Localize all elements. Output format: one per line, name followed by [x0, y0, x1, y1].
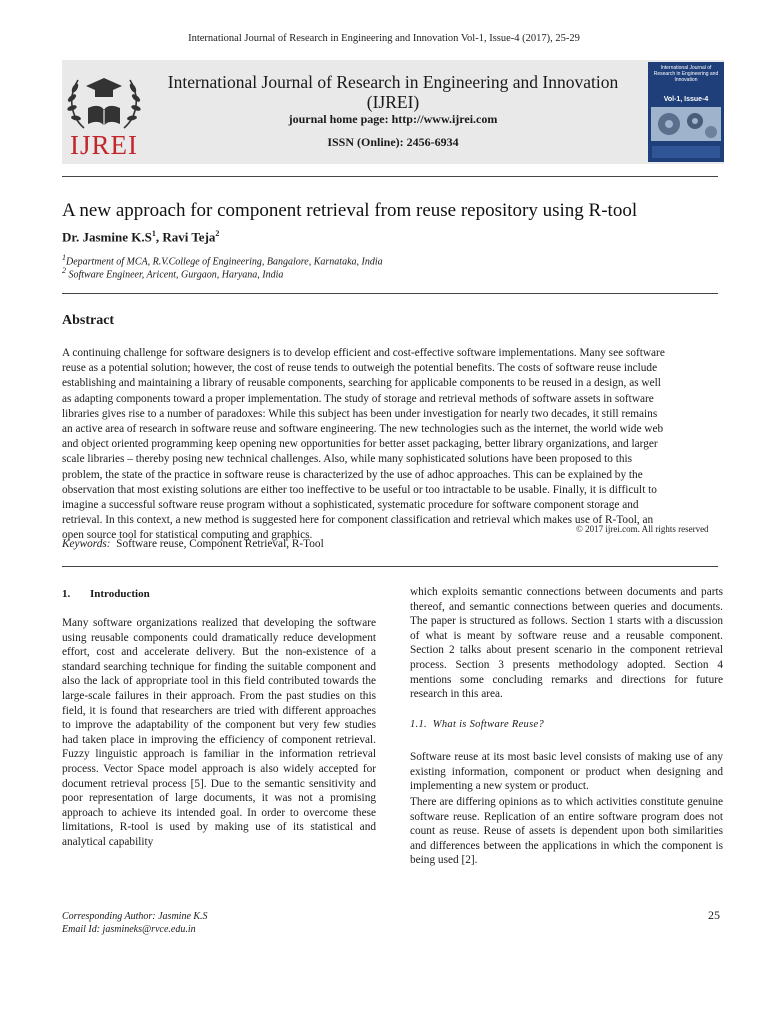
- intro-paragraph: Many software organizations realized that developing the software using reusable components could dramatically reduce development effort, cost and accelerate delivery. But the non-existence of a standard searching technique for finding the suitable component and also the lack of appropriate tool in this field contributed towards the large-scale failures in their approach. From the past studies on this field, it is found that researchers are tried with different approaches to improve the adaptability of the component but very few studies had taken place in improving the efficiency of component retrieval. Fuzzy linguistic approach is familiar in the information retrieval process. Vector Space model approach is also widely accepted for document retrieval process [5]. Due to the semantic sensitivity and poor representation of large documents, it was not a promising approach to achieve its intended goal. In order to overcome these limitations, R-tool is used by making use of its statistical and analytical capability: [62, 617, 376, 848]
- structure-paragraph: which exploits semantic connections between documents and parts thereof, and semantic connections between queries and documents. The paper is structured as follows. Section 1 starts with a discussion of what is meant by software reuse and a reusable component. Section 2 talks about present scenario in the component retrieval process. Section 3 presents methodology adopted. Section 4 mentions some concluding remarks and directions for future research in this area.: [410, 586, 723, 701]
- corresponding-author: Corresponding Author: Jasmine K.S: [62, 911, 208, 922]
- abstract-line: reuse as a potential solution; however, the cost of reuse tends to outweigh the potential benefits. The costs of software reuse include: [62, 362, 658, 375]
- abstract-line: imagine a successful software reuse program without a sophisticated, systematic procedure for software component storage and: [62, 499, 639, 512]
- affiliation-text: Department of MCA, R.V.College of Engineering, Bangalore, Karnataka, India: [66, 256, 383, 268]
- journal-issn: ISSN (Online): 2456-6934: [327, 135, 459, 149]
- gears-icon: [651, 107, 721, 141]
- journal-title-line1: International Journal of Research in Engineering and Innovation: [167, 72, 619, 92]
- running-head: International Journal of Research in Engineering and Innovation Vol-1, Issue-4 (2017), 25-29: [188, 33, 580, 44]
- section-number: 1.: [62, 588, 71, 600]
- keywords-label: Keywords:: [62, 538, 111, 550]
- journal-title-line2: (IJREI): [366, 92, 420, 112]
- author-email[interactable]: Email Id: jasmineks@rvce.edu.in: [62, 924, 196, 935]
- abstract-line: scale libraries – thereby posing new technical challenges. Also, while many sophisticated solutions have been proposed to this: [62, 453, 633, 466]
- affiliation: [62, 266, 283, 280]
- reuse-definition-paragraph: Software reuse at its most basic level consists of making use of any existing information, component or product when designing and implementing a new system or product.: [410, 751, 723, 793]
- section-heading: [62, 588, 150, 600]
- abstract-heading: Abstract: [62, 313, 115, 328]
- affiliation-text: Software Engineer, Aricent, Gurgaon, Haryana, India: [66, 269, 284, 281]
- logo-wordmark: IJREI: [70, 130, 138, 160]
- abstract-bottom-rule: [62, 566, 718, 567]
- abstract-top-rule: [62, 293, 718, 294]
- paper-title: A new approach for component retrieval from reuse repository using R-tool: [62, 200, 638, 221]
- author-name: Ravi Teja: [162, 229, 216, 245]
- keywords: [62, 538, 324, 550]
- journal-logo: [62, 62, 146, 162]
- cover-footer-band: [652, 146, 720, 158]
- affiliation-mark: 1: [62, 253, 66, 262]
- abstract-line: establishing and maintaining a library of reusable components, searching for applicable components to be reused in a design, as well: [62, 377, 661, 390]
- abstract-line: problem, the state of the practice in software reuse is characterized by the use of adhoc approaches. This can be explained by the: [62, 468, 643, 481]
- header-rule: [62, 176, 718, 177]
- abstract-line: libraries gives rise to a number of paradoxes: While this subject has been under investigation for nearly two decades, it still remains: [62, 407, 658, 420]
- cover-title: International Journal of Research in Engineering and Innovation: [653, 65, 719, 83]
- affiliation-mark: 2: [62, 266, 66, 275]
- author-name: Dr. Jasmine K.S: [62, 229, 152, 245]
- subsection-heading: 1.1. What is Software Reuse?: [410, 719, 545, 730]
- journal-home-page[interactable]: journal home page: http://www.ijrei.com: [288, 112, 498, 126]
- abstract-line: as adapting components toward a proper implementation. The study of storage and retrieval methods of software assets in software: [62, 392, 654, 405]
- journal-title: [150, 72, 636, 112]
- abstract-body: [62, 346, 724, 544]
- abstract-line: retrieval. In this context, a new method is suggested here for component classification and retrieval which makes use of R-Tool, an: [62, 514, 654, 527]
- journal-cover-thumbnail: [648, 62, 724, 162]
- abstract-line: open source tool for statistical computing and graphics.: [62, 529, 313, 542]
- author-affiliation-mark: 2: [215, 229, 220, 238]
- abstract-line: an active area of research in software reuse and software engineering. The new technologies such as the internet, the world wide web: [62, 423, 664, 436]
- author-separator: ,: [155, 229, 163, 245]
- keywords-list: Software reuse, Component Retrieval, R-Tool: [110, 538, 324, 550]
- abstract-line: and object oriented programming keep opening new opportunities for better asset packaging, better library organizations, and larger: [62, 438, 658, 451]
- copyright-notice: © 2017 ijrei.com. All rights reserved: [576, 524, 709, 534]
- author-list: [62, 229, 219, 245]
- abstract-line: observation that most existing solutions are either too ineffective to be useful or too intractable to be usable. Finally, it is difficult to: [62, 483, 657, 496]
- reuse-opinions-paragraph: There are differing opinions as to which activities constitute genuine software reuse. Replication of an entire software program does not count as reuse. Reuse of assets is dependent upon both similarities and differences between the applications in which the component is being used [2].: [410, 796, 723, 867]
- section-title: Introduction: [90, 588, 150, 600]
- page-number: 25: [708, 908, 720, 922]
- cover-volume: Vol-1, Issue-4: [663, 96, 709, 103]
- author-affiliation-mark: 1: [151, 229, 156, 238]
- abstract-line: A continuing challenge for software designers is to develop efficient and cost-effective software implementations. Many see software: [62, 347, 665, 359]
